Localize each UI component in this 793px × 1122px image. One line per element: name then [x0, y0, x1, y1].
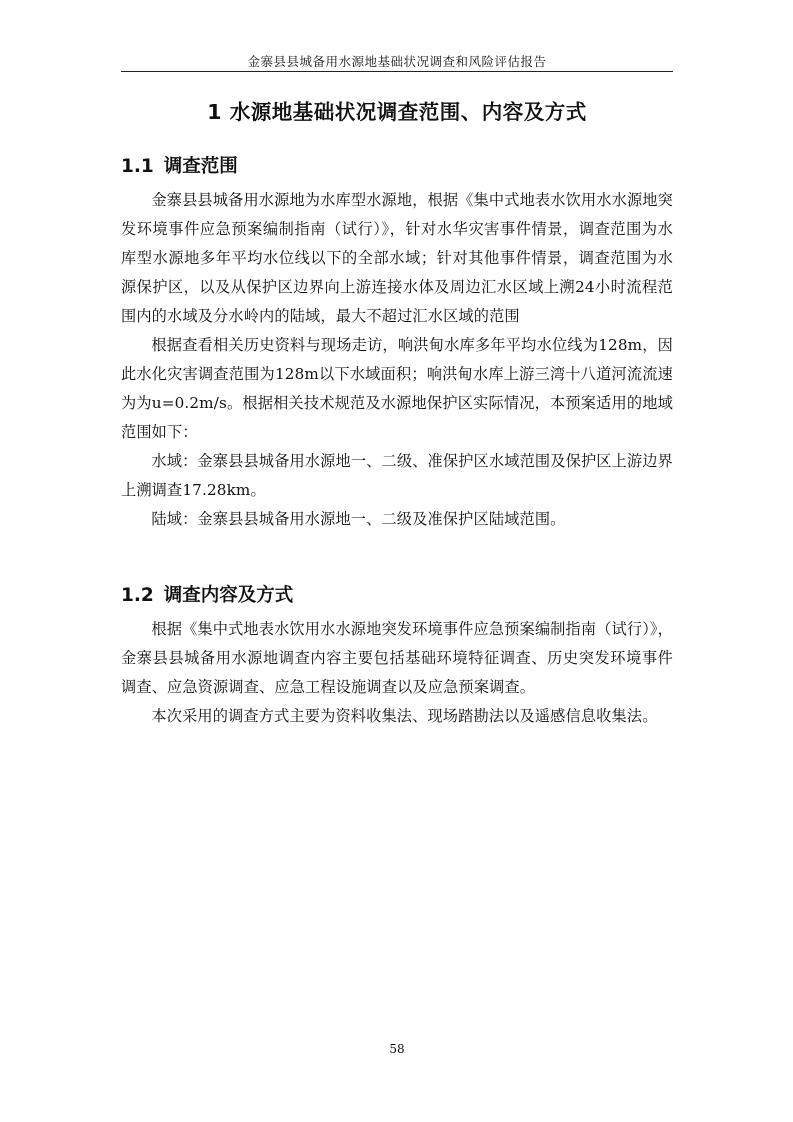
paragraph: 本次采用的调查方式主要为资料收集法、现场踏勘法以及遥感信息收集法。 — [151, 707, 658, 725]
section-title-1-1 — [121, 152, 673, 178]
chapter-title: 1 水源地基础状况调查范围、内容及方式 — [207, 100, 587, 124]
section-heading: 调查范围 — [163, 156, 238, 177]
paragraph: 陆域：金寨县县城备用水源地一、二级及准保护区陆域范围。 — [151, 510, 566, 528]
section-number: 1.1 — [121, 156, 154, 177]
section-heading: 调查内容及方式 — [163, 585, 294, 606]
running-header: 金寨县县城备用水源地基础状况调查和风险评估报告 — [247, 54, 547, 69]
paragraph: 根据《集中式地表水饮用水水源地突发环境事件应急预案编制指南（试行）》，金寨县县城备用水源地调查内容主要包括基础环境特征调查、历史突发环境事件调查、应急资源调查、应急工程设施调查以及应急预案调查。 — [121, 620, 674, 696]
paragraph: 金寨县县城备用水源地为水库型水源地，根据《集中式地表水饮用水水源地突发环境事件应急预案编制指南（试行）》，针对水华灾害事件情景，调查范围为水库型水源地多年平均水位线以下的全部水域；针对其他事件情景，调查范围为水源保护区，以及从保护区边界向上游连接水体及周边汇水区域上溯24小时流程范围内的水域及分水岭内的陆域，最大不超过汇水区域的范围 — [121, 191, 673, 325]
page-number: 58 — [389, 1042, 405, 1056]
section-body-1-1 — [121, 186, 673, 534]
paragraph: 水域：金寨县县城备用水源地一、二级、准保护区水域范围及保护区上游边界上溯调查17.28km。 — [121, 452, 673, 499]
section-number: 1.2 — [121, 585, 154, 606]
header-rule — [121, 71, 673, 72]
section-body-1-2 — [121, 615, 673, 731]
paragraph: 根据查看相关历史资料与现场走访，响洪甸水库多年平均水位线为128m，因此水化灾害调查范围为128m以下水域面积；响洪甸水库上游三湾十八道河流流速为为u=0.2m/s。根据相关技术规范及水源地保护区实际情况，本预案适用的地域范围如下： — [121, 336, 673, 441]
section-title-1-2 — [121, 581, 673, 607]
